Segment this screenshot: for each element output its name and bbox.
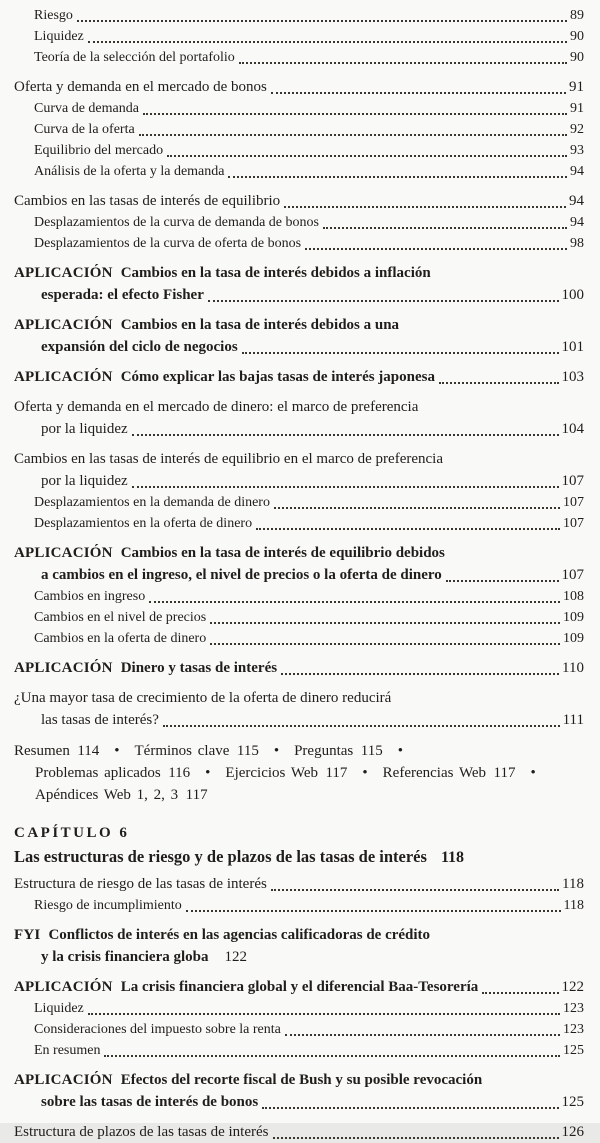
toc-entry [14,513,584,534]
entry-title: sobre las tasas de interés de bonos [41,1094,259,1110]
entry-title: Cómo explicar las bajas tasas de interés japonesa [120,369,435,385]
toc-line [14,5,584,26]
toc-line [14,564,584,586]
toc-line [14,314,584,336]
toc-line [14,284,584,306]
dot-leader [88,1013,560,1015]
toc-entry [14,262,584,306]
dot-leader [139,134,567,136]
entry-title: Desplazamientos en la oferta de dinero [34,516,253,531]
toc-entry [14,396,584,440]
page-number: 111 [562,712,584,728]
app-label: APLICACIÓN [14,317,113,333]
toc-line [14,190,584,212]
resource-line: Problemas aplicados 116 • Ejercicios Web 117 • Referencias Web 117 • [35,765,536,781]
toc-line [14,1121,584,1143]
dot-leader [228,176,567,178]
dot-leader [284,206,566,208]
toc-line [14,262,584,284]
dot-leader [208,300,559,302]
page-number: 101 [561,339,584,355]
toc-line [14,212,584,233]
page-number: 103 [561,369,584,385]
entry-title: Liquidez [34,29,84,44]
page-number: 89 [570,8,584,23]
app-label: APLICACIÓN [14,265,113,281]
toc-entry [14,586,584,607]
entry-title: Oferta y demanda en el mercado de dinero: el marco de preferencia [14,399,419,415]
toc-entry [14,314,584,358]
entry-title: Desplazamientos de la curva de demanda de bonos [34,215,319,230]
chapter-number-label: CAPÍTULO 6 [14,825,130,841]
resource-line: Resumen 114 • Términos clave 115 • Preguntas 115 • [14,743,403,759]
page-number: 123 [563,1001,584,1016]
entry-title: Consideraciones del impuesto sobre la renta [34,1022,281,1037]
page-number: 91 [570,101,584,116]
toc-entry [14,233,584,254]
app-label: APLICACIÓN [14,369,113,385]
toc-line [14,418,584,440]
toc-line [14,396,584,418]
toc-line [14,542,584,564]
dot-leader [77,20,567,22]
toc-entry [14,1069,584,1113]
entry-title: expansión del ciclo de negocios [41,339,238,355]
page-number: 93 [570,143,584,158]
dot-leader [210,643,560,645]
entry-title: La crisis financiera global y el diferencial Baa-Tesorería [120,979,479,995]
dot-leader [239,62,567,64]
entry-title: Conflictos de interés en las agencias calificadoras de crédito [48,927,431,943]
dot-leader [132,486,559,488]
toc-entry [14,76,584,98]
toc-line [14,1091,584,1113]
toc-line [14,161,584,182]
dot-leader [273,1137,559,1139]
toc-line [14,26,584,47]
toc-entry [14,687,584,731]
app-label: APLICACIÓN [14,660,113,676]
entry-title: Cambios en la oferta de dinero [34,631,207,646]
toc-line [14,924,584,946]
dot-leader [149,601,560,603]
entry-title: Equilibrio del mercado [34,143,164,158]
dot-leader [323,227,567,229]
toc-line [14,998,584,1019]
entry-title: Curva de demanda [34,101,139,116]
toc-line [14,140,584,161]
entry-title: esperada: el efecto Fisher [41,287,204,303]
entry-title: Desplazamientos de la curva de oferta de bonos [34,236,302,251]
entry-title: Cambios en ingreso [34,589,146,604]
toc-line [14,709,584,731]
toc-entry [14,542,584,586]
dot-leader [167,155,567,157]
toc-line [14,607,584,628]
toc-entry [14,1121,584,1143]
toc-line [14,873,584,895]
page-number: 126 [561,1124,584,1140]
page-number: 98 [570,236,584,251]
dot-leader [88,41,567,43]
page-number: 107 [561,567,584,583]
dot-leader [281,673,559,675]
toc-entry [14,119,584,140]
page-number: 104 [561,421,584,437]
dot-leader [256,528,560,530]
entry-title: Análisis de la oferta y la demanda [34,164,225,179]
toc-entry [14,140,584,161]
page-number: 123 [563,1022,584,1037]
page-number: 125 [561,1094,584,1110]
entry-title: Liquidez [34,1001,84,1016]
dot-leader [104,1055,560,1057]
toc-entry [14,998,584,1019]
toc-entry [14,492,584,513]
entry-title: Cambios en la tasa de interés de equilibrio debidos [120,545,445,561]
toc-entry [14,47,584,68]
dot-leader [143,113,567,115]
page-number: 90 [570,50,584,65]
entry-title: Cambios en las tasas de interés de equilibrio [14,193,281,209]
toc-line [14,492,584,513]
page-number: 122 [224,949,247,965]
page-number: 125 [563,1043,584,1058]
toc-entry [14,98,584,119]
page-number: 108 [563,589,584,604]
page-number: 92 [570,122,584,137]
page-number: 107 [561,473,584,489]
toc-line [14,470,584,492]
toc-line [14,1069,584,1091]
toc-line [14,586,584,607]
toc-line [14,946,584,968]
entry-title: ¿Una mayor tasa de crecimiento de la oferta de dinero reducirá [14,690,392,706]
entry-title: Estructura de plazos de las tasas de interés [14,1124,269,1140]
entry-title: Estructura de riesgo de las tasas de interés [14,876,267,892]
page-number: 118 [562,876,584,892]
toc-line [14,448,584,470]
dot-leader [285,1034,560,1036]
toc-entry [14,628,584,649]
page-number: 90 [570,29,584,44]
toc-line [14,47,584,68]
entry-title: En resumen [34,1043,101,1058]
toc-entry [14,161,584,182]
dot-leader [305,248,567,250]
toc-entry [14,873,584,895]
toc-entry [14,212,584,233]
toc-line [14,628,584,649]
toc-entry [14,1019,584,1040]
entry-title: Cambios en las tasas de interés de equilibrio en el marco de preferencia [14,451,443,467]
toc-line [14,366,584,388]
dot-leader [482,992,558,994]
page-number: 107 [563,495,584,510]
toc-entry [14,448,584,492]
page-number: 118 [440,849,465,866]
toc-entry [14,26,584,47]
toc-entry [14,5,584,26]
toc-line [14,976,584,998]
resource-line: Apéndices Web 1, 2, 3 117 [35,787,208,803]
entry-title: Dinero y tasas de interés [120,660,278,676]
toc-entry [14,657,584,679]
dot-leader [132,434,559,436]
toc-line [14,233,584,254]
chapter-title-row [14,844,584,870]
entry-title: a cambios en el ingreso, el nivel de precios o la oferta de dinero [41,567,442,583]
toc-entry [14,607,584,628]
dot-leader [271,92,566,94]
page-number: 118 [563,898,584,913]
entry-title: Oferta y demanda en el mercado de bonos [14,79,267,95]
entry-title: Efectos del recorte fiscal de Bush y su posible revocación [120,1072,483,1088]
entry-title: Riesgo de incumplimiento [34,898,182,913]
toc-line [14,513,584,534]
toc-line [14,119,584,140]
toc-entry [14,895,584,916]
page-number: 94 [569,193,584,209]
dot-leader [163,725,560,727]
dot-leader [446,580,559,582]
toc-entry [14,976,584,998]
toc-line [14,657,584,679]
toc-entry [14,924,584,968]
entry-title: por la liquidez [41,421,128,437]
entry-title: Curva de la oferta [34,122,135,137]
dot-leader [274,507,560,509]
toc-line [14,1040,584,1061]
dot-leader [439,382,559,384]
entry-title: Teoría de la selección del portafolio [34,50,235,65]
dot-leader [262,1107,558,1109]
toc-line [14,336,584,358]
entry-title: Desplazamientos en la demanda de dinero [34,495,270,510]
app-label: APLICACIÓN [14,1072,113,1088]
entry-title: por la liquidez [41,473,128,489]
chapter-resources [14,740,584,806]
entry-title: y la crisis financiera globa [41,949,209,965]
page-number: 110 [562,660,584,676]
fyi-label: FYI [14,927,41,943]
toc-entry [14,1040,584,1061]
entry-title: Cambios en la tasa de interés debidos a una [120,317,400,333]
page-number: 122 [561,979,584,995]
page-number: 109 [563,610,584,625]
toc-line [14,76,584,98]
entry-title: Cambios en el nivel de precios [34,610,207,625]
entry-title: las tasas de interés? [41,712,159,728]
chapter-title: Las estructuras de riesgo y de plazos de las tasas de interés [14,847,427,866]
page-number: 109 [563,631,584,646]
chapter-heading [14,823,584,870]
toc-entry [14,190,584,212]
toc-list [14,5,584,1143]
app-label: APLICACIÓN [14,545,113,561]
page-number: 91 [569,79,584,95]
page-number: 94 [570,164,584,179]
page-number: 94 [570,215,584,230]
entry-title: Riesgo [34,8,73,23]
dot-leader [210,622,560,624]
toc-line [14,687,584,709]
app-label: APLICACIÓN [14,979,113,995]
toc-entry [14,366,584,388]
entry-title: Cambios en la tasa de interés debidos a inflación [120,265,431,281]
dot-leader [271,889,559,891]
dot-leader [242,352,559,354]
toc-line [14,98,584,119]
toc-line [14,895,584,916]
page-number: 100 [561,287,584,303]
toc-line [14,1019,584,1040]
page-number: 107 [563,516,584,531]
dot-leader [186,910,561,912]
